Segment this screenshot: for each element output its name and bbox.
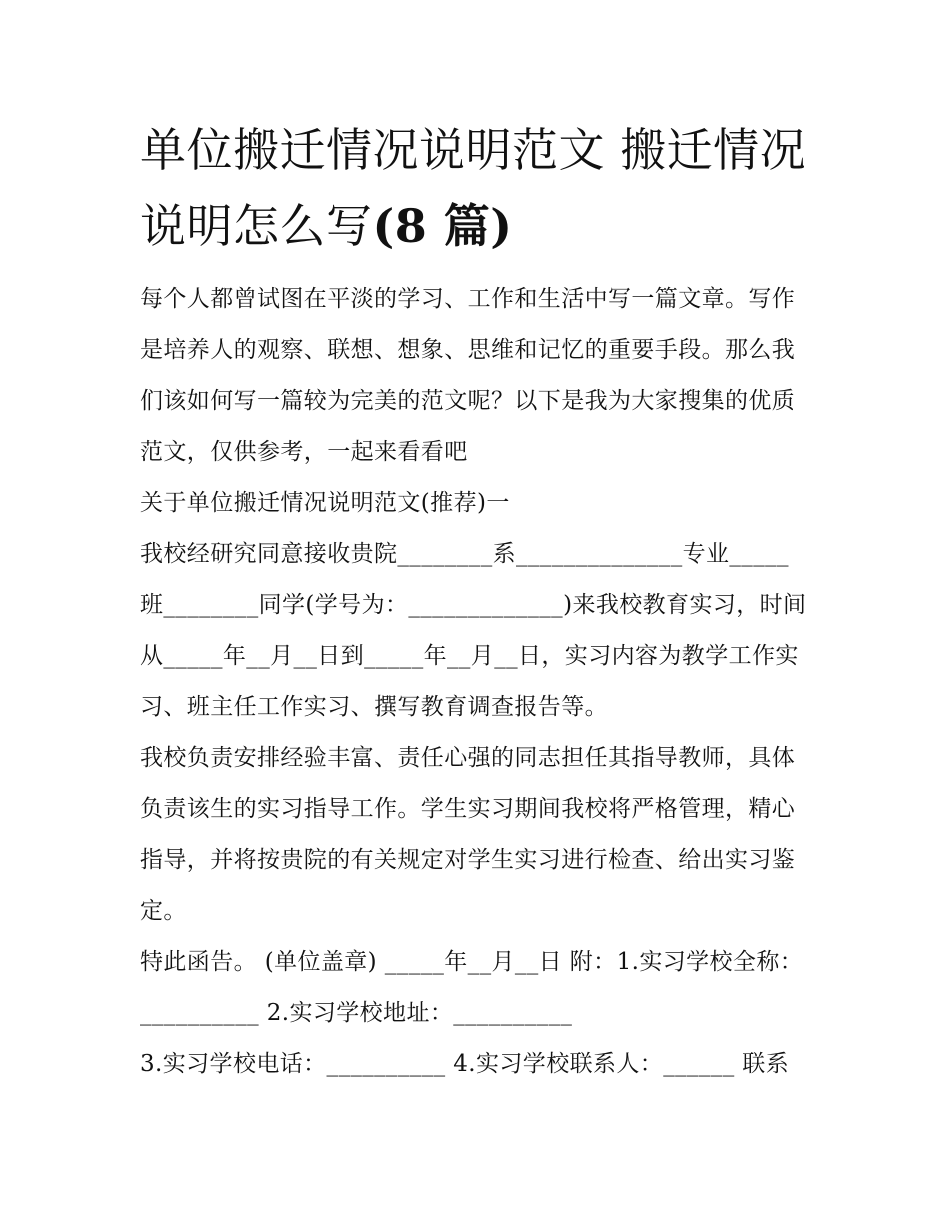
title-main: 单位搬迁情况说明范文 搬迁情况说明怎么写 [140, 123, 807, 253]
section-heading: 关于单位搬迁情况说明范文(推荐)一 [140, 490, 510, 516]
paragraph-supervision: 我校负责安排经验丰富、责任心强的同志担任其指导教师，具体负责该生的实习指导工作。学生实习期间我校将严格管理，精心指导，并将按贵院的有关规定对学生实习进行检查、给出实习鉴定。 [140, 745, 796, 924]
document-title [140, 112, 812, 264]
title-count: (8 篇) [372, 199, 513, 253]
paragraph-contact: 3.实习学校电话：__________ 4.实习学校联系人：______ 联系 [140, 1051, 790, 1077]
paragraph-notice: 特此函告。 (单位盖章) _____年__月__日 附：1.实习学校全称：__________ 2.实习学校地址：__________ [140, 949, 804, 1026]
paragraph-acceptance: 我校经研究同意接收贵院________系______________专业_____班________同学(学号为：_____________)来我校教育实习，时间从_____年__月__日到_____年__月__日，实习内容为教学工作实习、班主任工作实习、撰写教育调查报告等。 [140, 541, 807, 720]
intro-paragraph: 每个人都曾试图在平淡的学习、工作和生活中写一篇文章。写作是培养人的观察、联想、想象、思维和记忆的重要手段。那么我们该如何写一篇较为完美的范文呢？以下是我为大家搜集的优质范文，仅供参考，一起来看看吧 [140, 286, 796, 465]
document-body [140, 112, 812, 1090]
